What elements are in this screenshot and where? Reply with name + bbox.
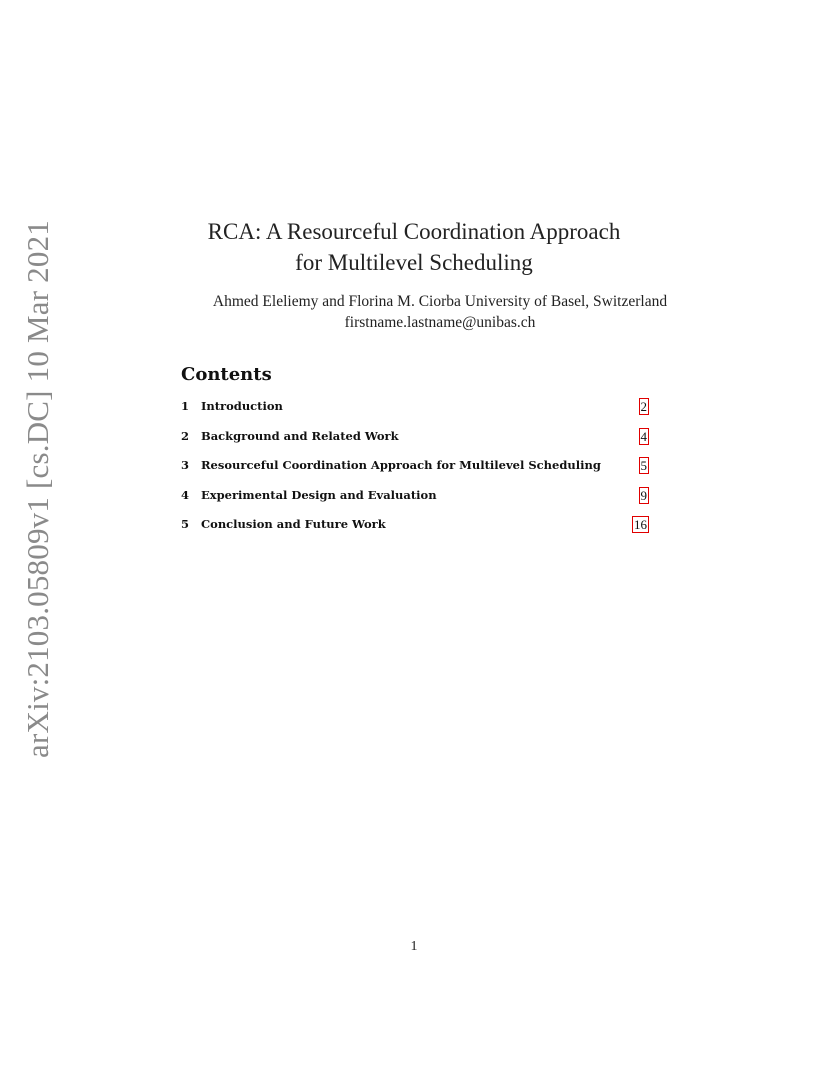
toc-entry-number: 2 [181, 428, 190, 443]
contents-heading: Contents [181, 364, 272, 385]
toc-entry-number: 4 [181, 487, 190, 502]
author-affiliation: Ahmed Eleliemy and Florina M. Ciorba University of Basel, Switzerland [212, 293, 668, 310]
toc-page-link[interactable]: 5 [640, 458, 647, 474]
toc-entry-title-link[interactable]: Conclusion and Future Work [201, 517, 386, 532]
toc-page-link[interactable]: 2 [640, 399, 647, 414]
toc-entry-number: 1 [181, 399, 190, 413]
paper-title-line-1: RCA: A Resourceful Coordination Approach [207, 219, 621, 244]
page-number: 1 [410, 939, 418, 954]
toc-entry-title-link[interactable]: Experimental Design and Evaluation [201, 487, 437, 502]
paper-title [0, 216, 828, 278]
toc-entry-title-link[interactable]: Introduction [201, 399, 283, 413]
author-email: firstname.lastname@unibas.ch [344, 314, 536, 331]
toc-entry-conclusion [181, 514, 649, 544]
toc-entry-introduction [181, 396, 649, 426]
arxiv-identifier-stamp: arXiv:2103.05809v1 [cs.DC] 10 Mar 2021 [20, 220, 55, 758]
toc-page-link[interactable]: 9 [640, 487, 647, 503]
toc-entry-number: 3 [181, 458, 190, 473]
table-of-contents [181, 396, 649, 544]
toc-entry-title-link[interactable]: Background and Related Work [201, 428, 399, 443]
toc-page-link[interactable]: 4 [640, 428, 647, 444]
paper-title-line-2: for Multilevel Scheduling [295, 250, 533, 275]
toc-entry-background [181, 426, 649, 456]
toc-page-link[interactable]: 16 [634, 517, 647, 533]
toc-entry-number: 5 [181, 517, 190, 532]
toc-entry-title-link[interactable]: Resourceful Coordination Approach for Multilevel Scheduling [201, 458, 601, 473]
toc-entry-experiments [181, 485, 649, 515]
toc-entry-approach [181, 455, 649, 485]
